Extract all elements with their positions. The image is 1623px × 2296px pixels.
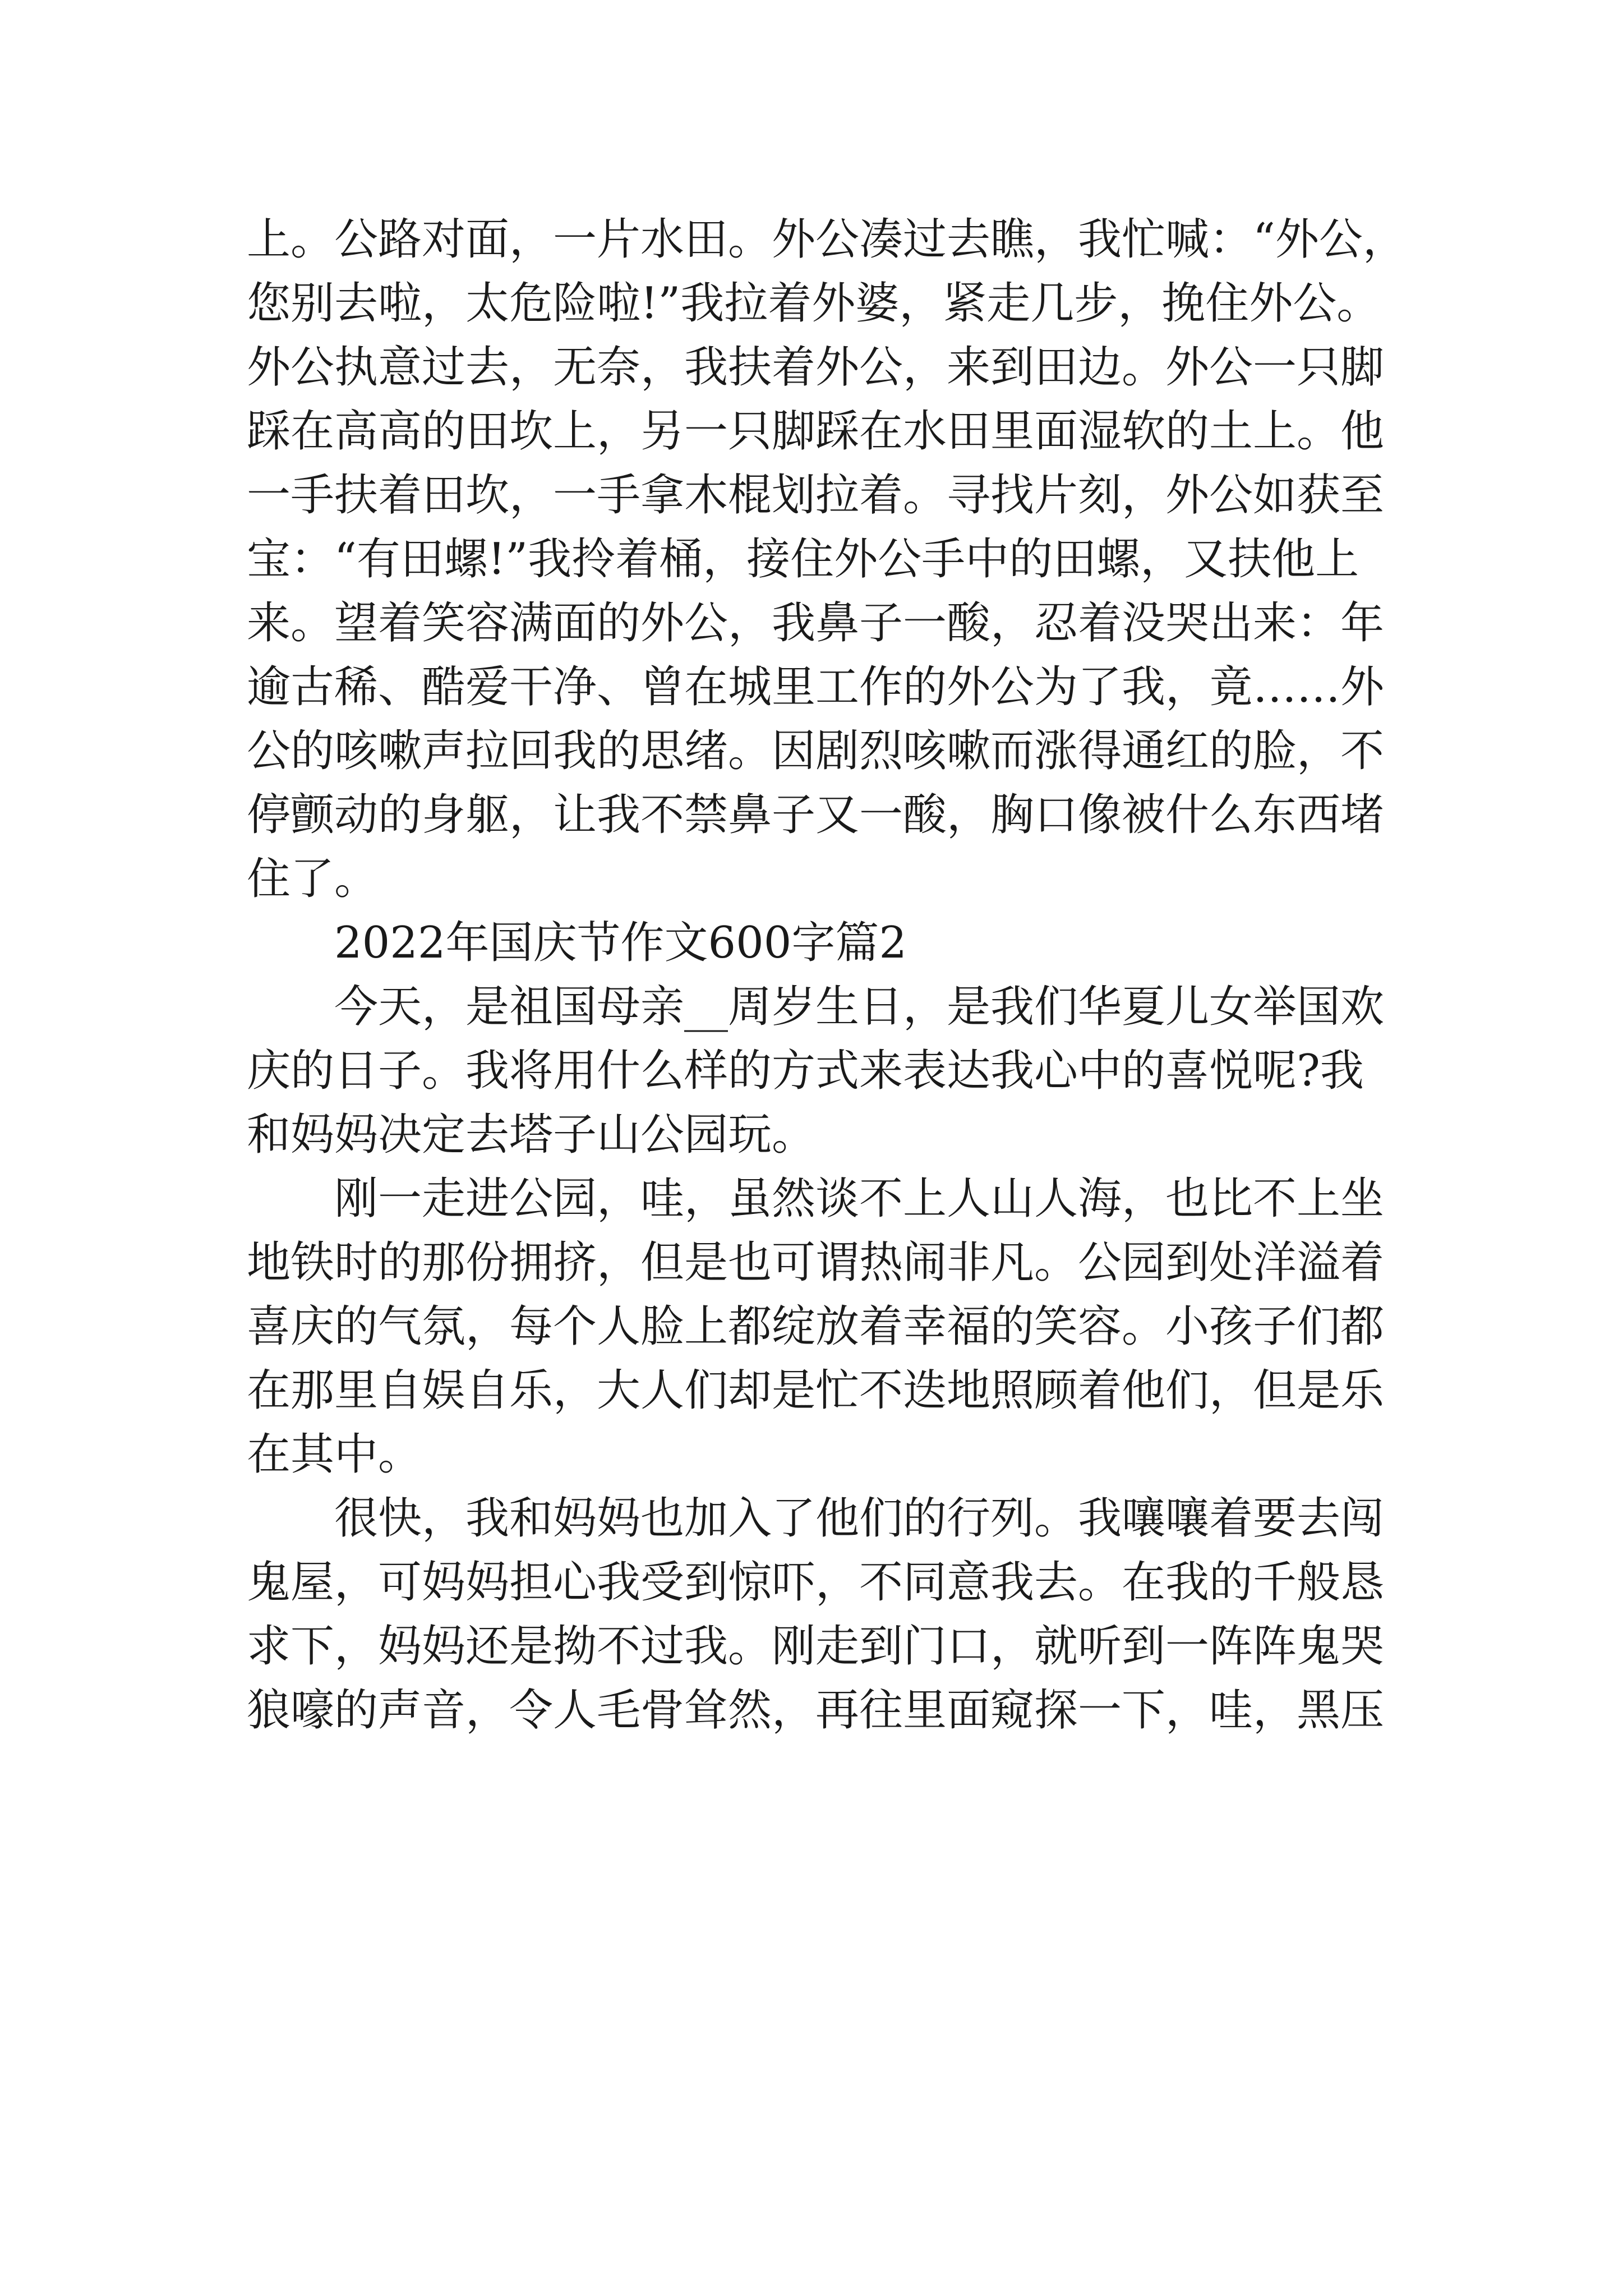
text-line: 停颤动的身躯，让我不禁鼻子又一酸，胸口像被什么东西堵 bbox=[247, 790, 1385, 840]
text-line: 和妈妈决定去塔子山公园玩。 bbox=[247, 1110, 816, 1160]
section-heading: 2022年国庆节作文600字篇2 bbox=[334, 918, 907, 968]
text-line: 宝：“有田螺!”我拎着桶，接住外公手中的田螺，又扶他上 bbox=[247, 534, 1359, 585]
text-line: 鬼屋，可妈妈担心我受到惊吓，不同意我去。在我的千般恳 bbox=[247, 1557, 1385, 1608]
text-line: 逾古稀、酷爱干净、曾在城里工作的外公为了我，竟……外 bbox=[247, 662, 1385, 712]
paragraph-first-line: 今天，是祖国母亲__周岁生日，是我们华夏儿女举国欢 bbox=[334, 982, 1385, 1032]
text-line: 来。望着笑容满面的外公，我鼻子一酸，忍着没哭出来：年 bbox=[247, 598, 1385, 648]
text-line: 一手扶着田坎，一手拿木棍划拉着。寻找片刻，外公如获至 bbox=[247, 470, 1385, 521]
text-line: 喜庆的气氛，每个人脸上都绽放着幸福的笑容。小孩子们都 bbox=[247, 1301, 1385, 1352]
paragraph-first-line: 刚一走进公园，哇，虽然谈不上人山人海，也比不上坐 bbox=[334, 1174, 1385, 1224]
text-line: 踩在高高的田坎上，另一只脚踩在水田里面湿软的土上。他 bbox=[247, 406, 1385, 457]
paragraph-first-line: 很快，我和妈妈也加入了他们的行列。我嚷嚷着要去闯 bbox=[334, 1493, 1385, 1544]
text-line: 狼嚎的声音，令人毛骨耸然，再往里面窥探一下，哇，黑压 bbox=[247, 1685, 1385, 1736]
text-line: 地铁时的那份拥挤，但是也可谓热闹非凡。公园到处洋溢着 bbox=[247, 1237, 1385, 1288]
text-line: 外公执意过去，无奈，我扶着外公，来到田边。外公一只脚 bbox=[247, 342, 1385, 393]
document-body bbox=[247, 208, 1407, 1742]
text-line: 住了。 bbox=[247, 854, 379, 904]
text-line: 求下，妈妈还是拗不过我。刚走到门口，就听到一阵阵鬼哭 bbox=[247, 1621, 1385, 1672]
text-line: 在那里自娱自乐，大人们却是忙不迭地照顾着他们，但是乐 bbox=[247, 1365, 1385, 1416]
text-line: 公的咳嗽声拉回我的思绪。因剧烈咳嗽而涨得通红的脸，不 bbox=[247, 726, 1385, 776]
text-line: 您别去啦，太危险啦!”我拉着外婆，紧走几步，挽住外公。 bbox=[247, 278, 1381, 329]
text-line: 在其中。 bbox=[247, 1429, 422, 1480]
text-line: 庆的日子。我将用什么样的方式来表达我心中的喜悦呢?我 bbox=[247, 1046, 1364, 1096]
text-line: 上。公路对面，一片水田。外公凑过去瞧，我忙喊：“外公， bbox=[247, 214, 1407, 265]
